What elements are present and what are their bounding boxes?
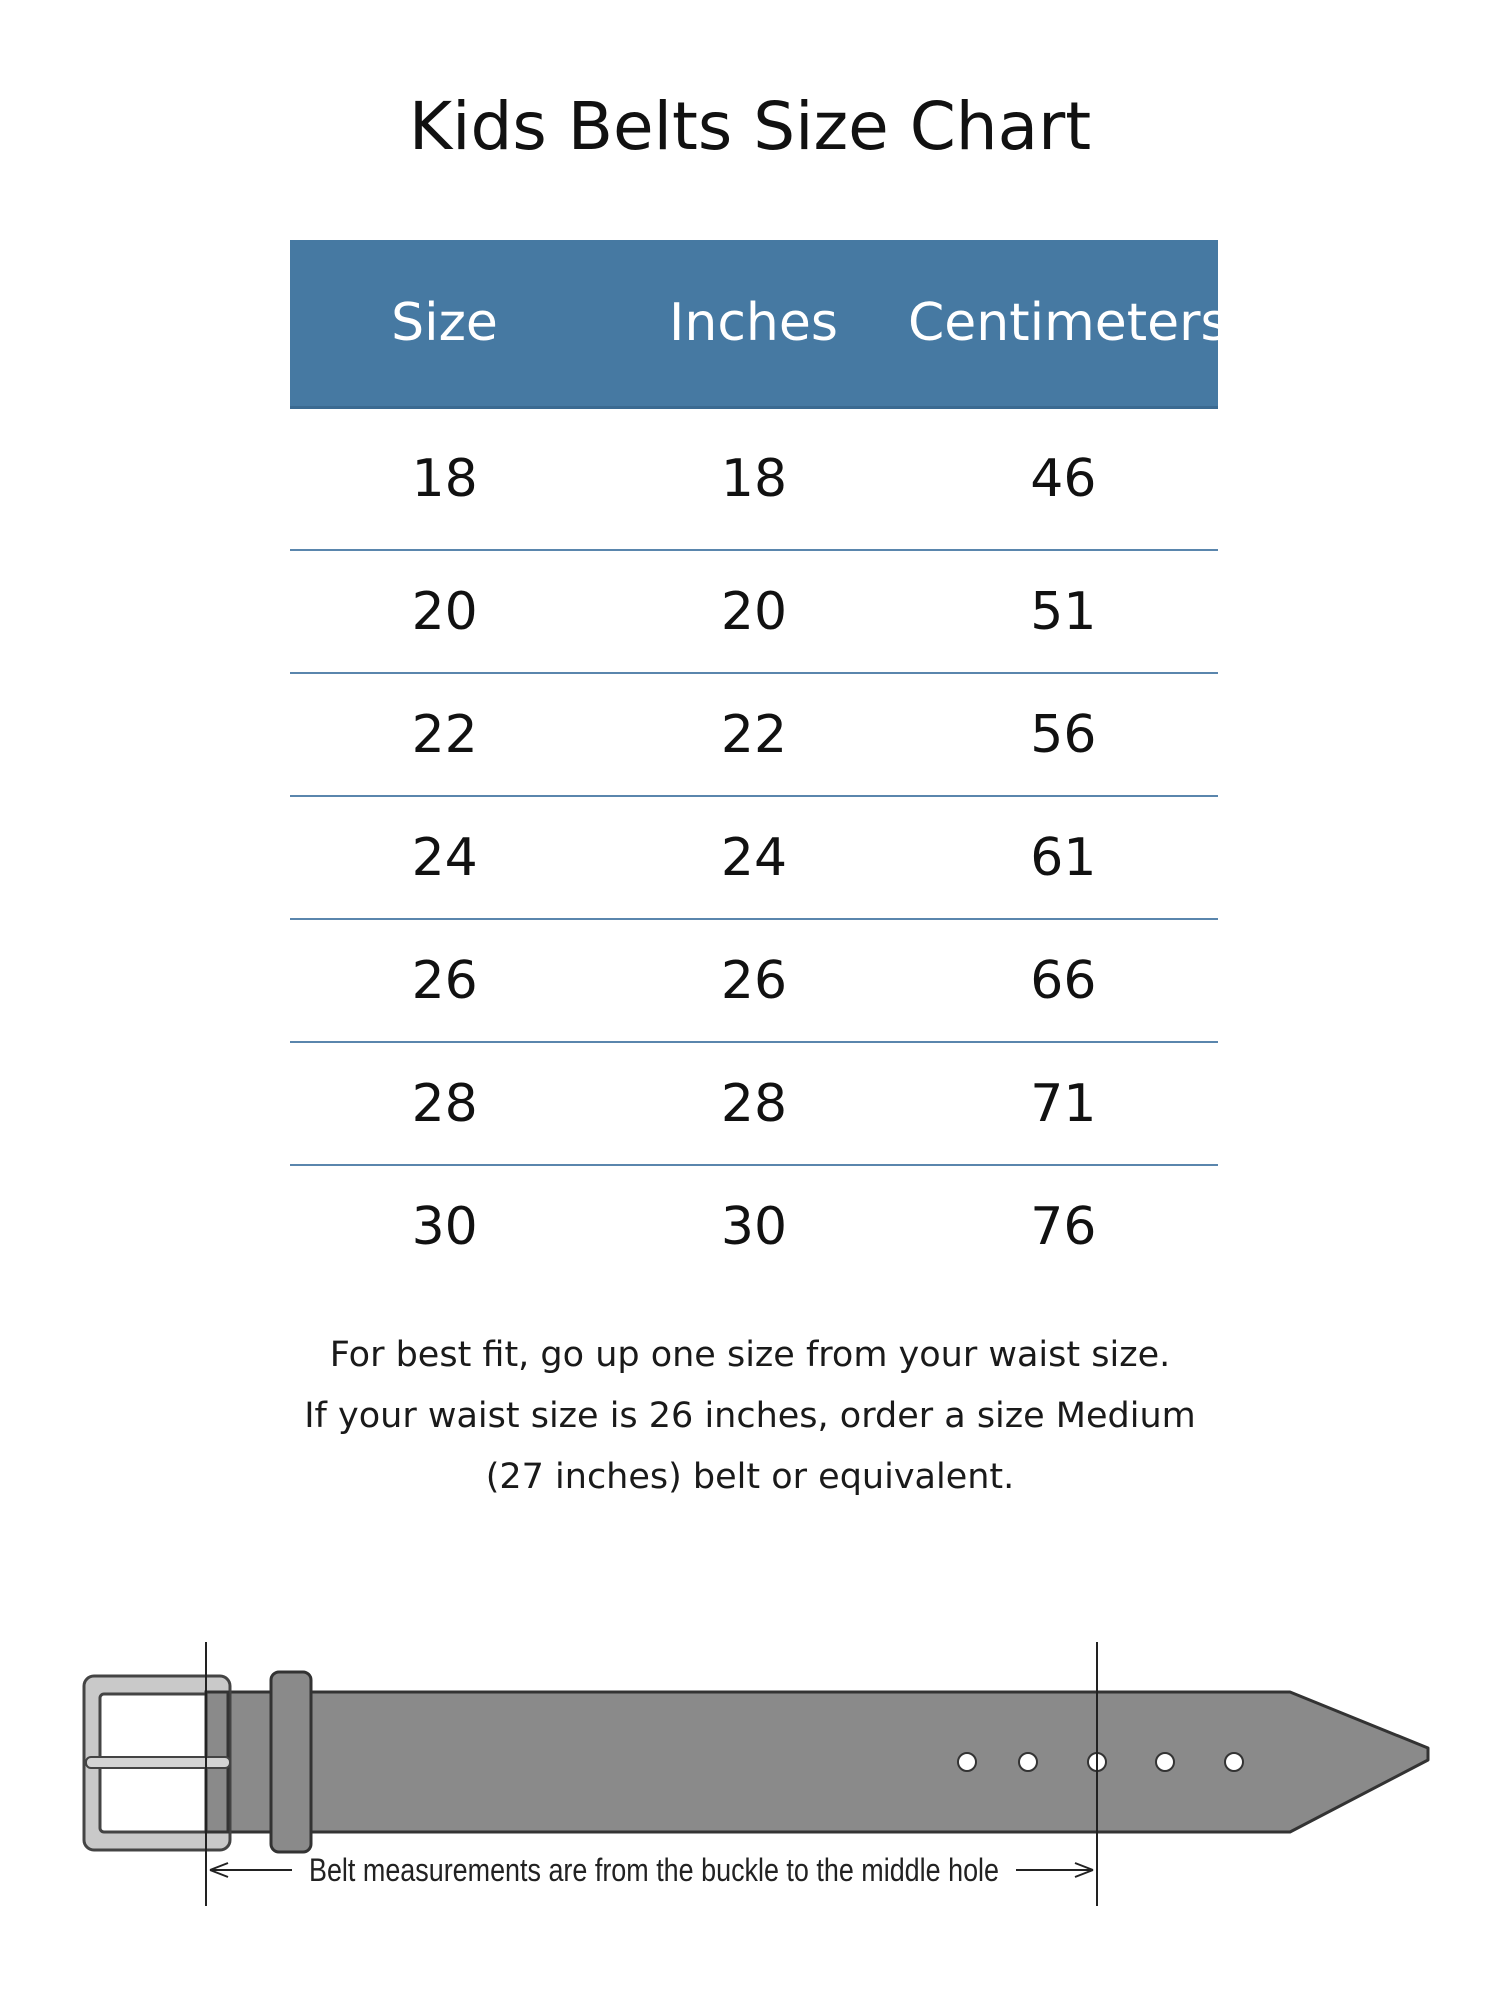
belt-hole [1225, 1753, 1243, 1771]
belt-hole [1019, 1753, 1037, 1771]
table-row [290, 674, 1218, 797]
fit-note-line-2: If your waist size is 26 inches, order a size Medium [304, 1396, 1196, 1436]
cell-centimeters: 66 [1030, 950, 1097, 1011]
fit-note-line-3: (27 inches) belt or equivalent. [485, 1457, 1015, 1497]
cell-size: 20 [411, 581, 478, 642]
table-row [290, 1166, 1218, 1287]
cell-size: 22 [411, 704, 478, 765]
belt-keeper [271, 1672, 311, 1852]
cell-size: 18 [411, 449, 478, 509]
cell-size: 24 [411, 827, 478, 888]
belt-hole [958, 1753, 976, 1771]
belt-diagram [0, 1620, 1500, 1920]
cell-centimeters: 46 [1030, 449, 1097, 509]
cell-inches: 18 [720, 449, 788, 509]
cell-inches: 26 [720, 950, 788, 1011]
cell-size: 30 [411, 1196, 478, 1257]
fit-note-line-1: For best fit, go up one size from your waist size. [329, 1335, 1171, 1375]
cell-centimeters: 51 [1030, 581, 1097, 642]
cell-inches: 22 [720, 704, 788, 765]
header-inches: Inches [669, 293, 838, 353]
buckle-prong [86, 1757, 230, 1768]
cell-size: 26 [411, 950, 478, 1011]
belt-strap [206, 1692, 1428, 1832]
table-row [290, 409, 1218, 551]
table-row [290, 1043, 1218, 1166]
cell-inches: 30 [720, 1196, 788, 1257]
cell-centimeters: 56 [1030, 704, 1097, 765]
table-row [290, 797, 1218, 920]
size-table [290, 240, 1228, 1287]
header-size: Size [391, 293, 498, 353]
cell-size: 28 [411, 1073, 478, 1134]
cell-inches: 24 [720, 827, 788, 888]
cell-centimeters: 76 [1030, 1196, 1097, 1257]
belt-hole [1156, 1753, 1174, 1771]
cell-centimeters: 61 [1030, 827, 1097, 888]
belt-caption: Belt measurements are from the buckle to the middle hole [309, 1852, 999, 1888]
cell-inches: 28 [720, 1073, 788, 1134]
cell-inches: 20 [720, 581, 788, 642]
header-centimeters: Centimeters [908, 293, 1228, 353]
cell-centimeters: 71 [1030, 1073, 1097, 1134]
table-row [290, 551, 1218, 674]
page-title: Kids Belts Size Chart [408, 88, 1092, 165]
table-row [290, 920, 1218, 1043]
fit-note [0, 1325, 1500, 1508]
table-header [290, 240, 1228, 409]
